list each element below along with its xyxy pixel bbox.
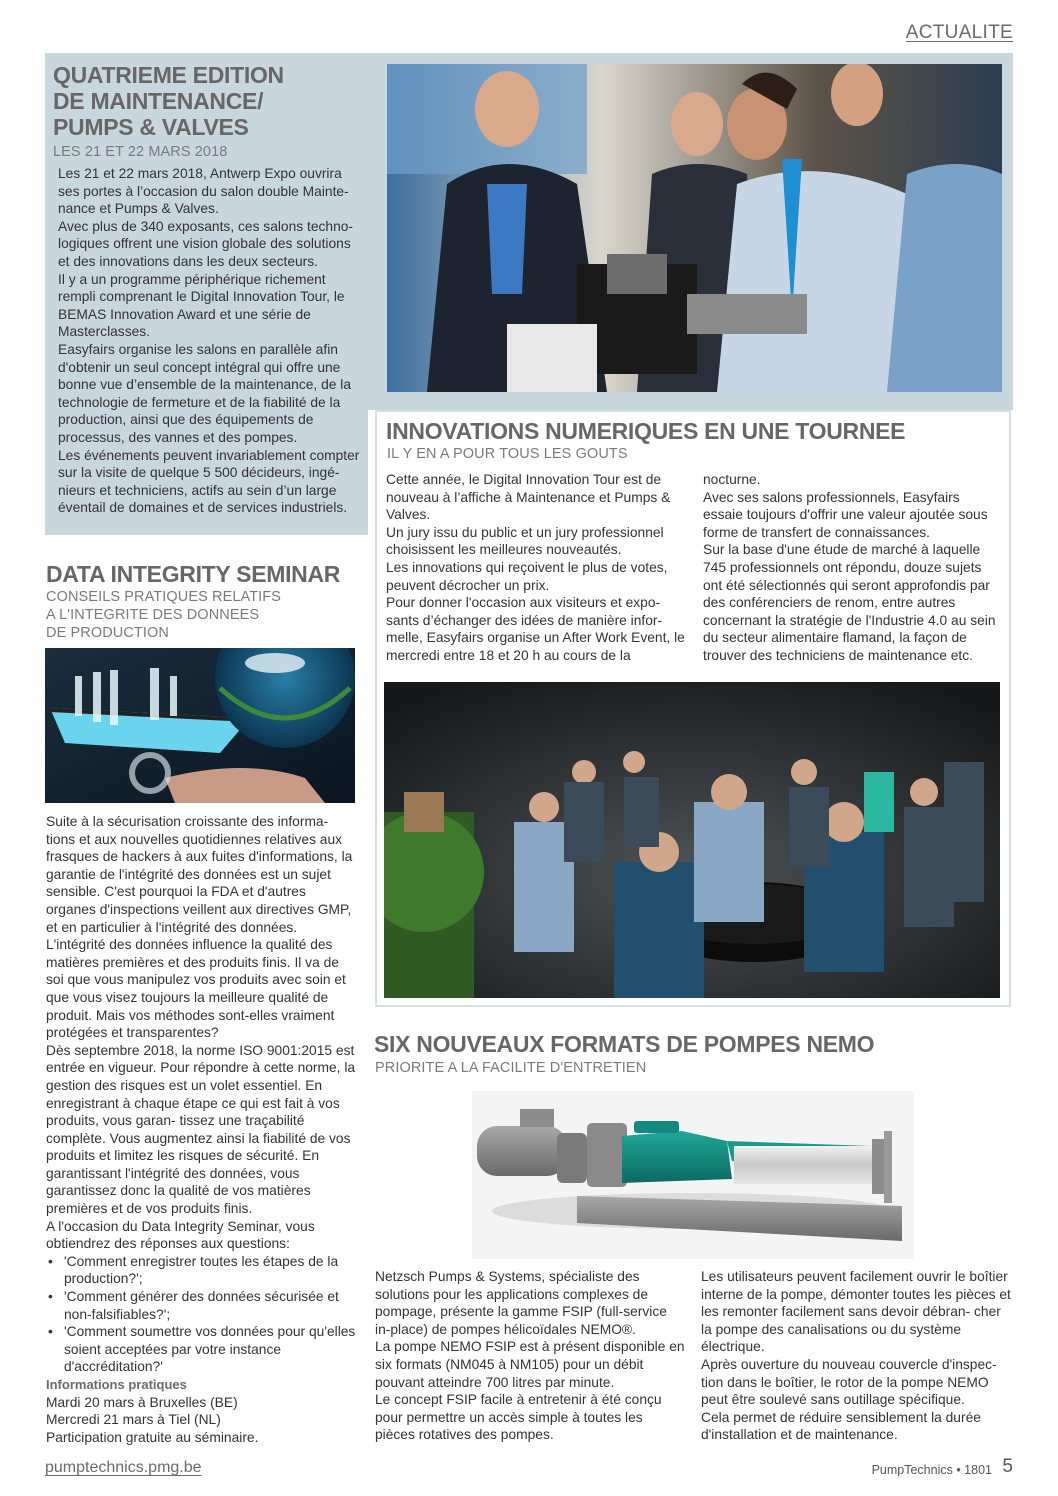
paragraph: Dès septembre 2018, la norme ISO 9001:2015 est entrée en vigueur. Pour répondre à cette norme, la gestion des risques est un volet essentiel. En enregistrant à chaque étape ce qui est fait à vos produits, vous garan- tissez une traçabilité complète. Vous augmentez ainsi la fiabilité de vos produits et limitez les risques de sécurité. En garantissant l'intégrité des données, vous garantissez donc la qualité de vos matières premières et de vos produits finis. [46,1042,356,1217]
nemo-subtitle: PRIORITE A LA FACILITE D'ENTRETIEN [375,1060,647,1076]
paragraph: Netzsch Pumps & Systems, spécialiste des solutions pour les applications complexes de pompage, présente la gamme FSIP (full-service in-place) de pompes hélicoïdales NEMO®. [375,1269,667,1337]
data-integrity-subtitle [46,588,346,642]
maintenance-body [58,165,363,517]
paragraph: Les innovations qui reçoivent le plus de votes, peuvent décrocher un prix. [386,559,668,593]
paragraph: Cette année, le Digital Innovation Tour est de nouveau à l’affiche à Maintenance et Pumps & Valves. [386,472,671,523]
paragraph: Avec ses salons professionnels, Easyfairs essaie toujours d'offrir une valeur ajoutée sous forme de transfert de connaissances. [703,489,988,540]
website-link[interactable]: pumptechnics.pmg.be [45,1459,202,1476]
nemo-pump-image [472,1091,914,1259]
data-integrity-title: DATA INTEGRITY SEMINAR [46,561,341,587]
digital-data-illustration [45,648,355,803]
info-label: Informations pratiques [46,1377,187,1392]
issue-label: PumpTechnics • 1801 [871,1463,992,1477]
maintenance-subtitle: LES 21 ET 22 MARS 2018 [53,144,228,160]
paragraph: Il y a un programme périphérique richement rempli comprenant le Digital Innovation Tour, le BEMAS Innovation Award et une série de Masterclasses. [58,271,345,340]
paragraph: Un jury issu du public et un jury professionnel choisissent les meilleures nouveautés. [386,524,664,558]
paragraph: Avec plus de 340 exposants, ces salons techno- logiques offrent une vision globale des solutions et des innovations dans les deux secteurs. [58,218,354,269]
info-line: Mardi 20 mars à Bruxelles (BE) [46,1394,238,1410]
data-integrity-body [46,813,356,1446]
questions-list [46,1253,356,1376]
paragraph: Cela permet de réduire sensiblement la durée d'installation et de maintenance. [701,1409,981,1443]
nemo-title: SIX NOUVEAUX FORMATS DE POMPES NEMO [374,1031,875,1057]
networking-event-photo [384,682,1000,998]
paragraph: Après ouverture du nouveau couvercle d'inspec- tion dans le boîtier, le rotor de la pompe NEMO peut être soulevé sans outillage spécifique. [701,1356,997,1408]
innovations-column-1 [386,471,686,665]
info-line: Mercredi 21 mars à Tiel (NL) [46,1412,221,1428]
title-line: DE MAINTENANCE/ [53,88,264,114]
subtitle-line: A L'INTEGRITE DES DONNEES [46,607,260,623]
title-line: QUATRIEME EDITION [53,62,284,88]
innovations-subtitle: IL Y EN A POUR TOUS LES GOUTS [387,446,628,462]
section-label[interactable]: ACTUALITE [905,22,1013,43]
trade-show-photo [387,64,1002,392]
nemo-column-1 [375,1268,685,1444]
paragraph: Le concept FSIP facile à entretenir à été conçu pour permettre un accès simple à toutes les pièces rotatives des pompes. [375,1392,662,1443]
maintenance-title [53,62,363,140]
title-line: PUMPS & VALVES [53,114,249,140]
paragraph: A l'occasion du Data Integrity Seminar, vous obtiendrez des réponses aux questions: [46,1218,315,1252]
paragraph: La pompe NEMO FSIP est à présent disponible en six formats (NM045 à NM105) pour un débit pouvant atteindre 700 litres par minute. [375,1339,685,1390]
nemo-column-2 [701,1268,1013,1444]
list-item: • 'Comment enregistrer toutes les étapes de la production?'; [46,1253,356,1288]
subtitle-line: CONSEILS PRATIQUES RELATIFS [46,589,282,605]
paragraph: Pour donner l'occasion aux visiteurs et expo- sants d’échanger des idées de manière infor- melle, Easyfairs organise un After Work Event, le mercredi entre 18 et 20 h au cours de la [386,595,685,663]
paragraph: Les utilisateurs peuvent facilement ouvrir le boîtier interne de la pompe, démonter toutes les pièces et les remonter facilement sans devoir débran- cher la pompe des canalisations ou du système électrique. [701,1269,1011,1355]
paragraph: nocturne. [703,472,761,487]
subtitle-line: DE PRODUCTION [46,625,169,641]
paragraph: Easyfairs organise les salons en parallèle afin d'obtenir un seul concept intégral qui offre une bonne vue d’ensemble de la maintenance, de la technologie de fermeture et de la fiabilité de la production, ainsi que des équipements de processus, des vannes et des pompes. [58,341,352,445]
info-line: Participation gratuite au séminaire. [46,1429,259,1445]
paragraph: Sur la base d'une étude de marché à laquelle 745 professionnels ont répondu, douze sujets ont été sélectionnés qui seront approfondis par des conférenciers de renom, entre autres concernant la stratégie de l'Industrie 4.0 au sein du secteur alimentaire flamand, la façon de trouver des techniciens de maintenance etc. [703,542,996,663]
list-item: • 'Comment soumettre vos données pour qu'elles soient acceptées par votre instance d'accréditation?' [46,1323,356,1376]
paragraph: Les événements peuvent invariablement compter sur la visite de quelque 5 500 décideurs, ingé- nieurs et techniciens, actifs au sein d’un large éventail de domaines et de services industriels. [58,447,360,516]
paragraph: Suite à la sécurisation croissante des informa- tions et aux nouvelles quotidiennes relatives aux frasques de hackers à aux fuites d'informations, la garantie de l'intégrité des données est un sujet sensible. C'est pourquoi la FDA et d'autres organes d'inspections veillent aux directives GMP, et en particulier à l'intégrité des données. L'intégrité des données influence la qualité des matières premières et des produits finis. Il va de soi que vous manipulez vos produits avec soin et que vous visez toujours la meilleure qualité de produit. Mais vos méthodes sont-elles vraiment protégées et transparentes? [46,814,353,1041]
list-item: • 'Comment générer des données sécurisée et non-falsifiables?'; [46,1288,356,1323]
innovations-title: INNOVATIONS NUMERIQUES EN UNE TOURNEE [386,418,906,444]
page-number: 5 [1002,1456,1013,1477]
paragraph: Les 21 et 22 mars 2018, Antwerp Expo ouvrira ses portes à l’occasion du salon double Mainte- nance et Pumps & Valves. [58,166,349,217]
innovations-column-2 [703,471,1003,665]
